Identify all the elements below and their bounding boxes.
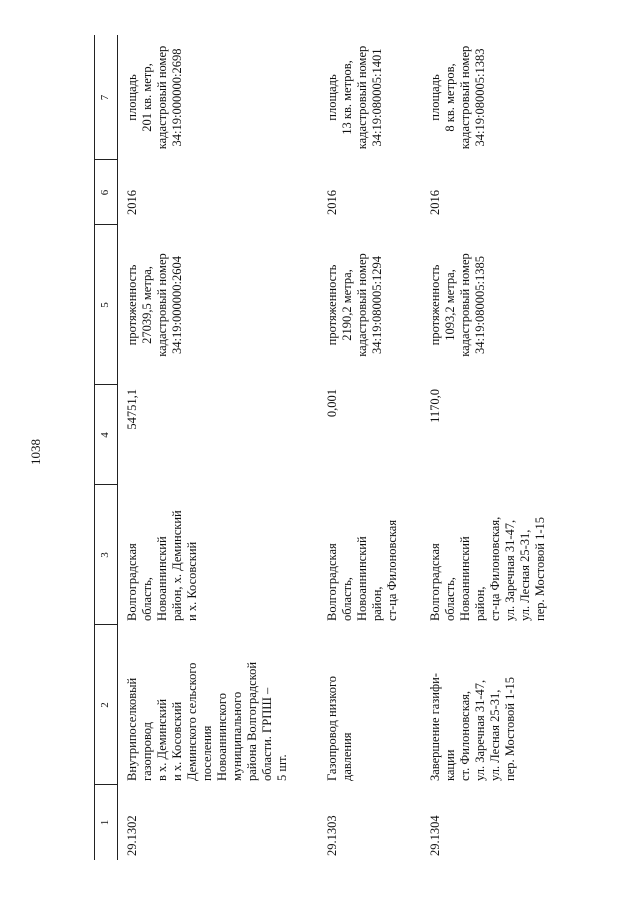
table-row-1-characteristics: протяженность 27039,5 метра, кадастровый номер 34:19:000000:2604 [125, 253, 184, 357]
table-row-3-name: Завершение газифи- кации ст. Филоновская, ул. Заречная 31-47, ул. Лесная 25-31, пер. Мостовой 1-15 [428, 673, 517, 781]
table-row-1-name: Внутрипоселковый газопровод в х. Деминский и х. Косовский Деминского сельского поселения Новоаннинского муниципального района Волгоградской области. ГРПШ – 5 шт. [125, 661, 289, 781]
property-table-container [94, 35, 590, 860]
header-col-5: 5 [99, 302, 111, 308]
table-row-3-land: площадь 8 кв. метров, кадастровый номер 34:19:080005:1383 [428, 45, 487, 150]
table-row-2-characteristics: протяженность 2190,2 метра, кадастровый номер 34:19:080005:1294 [325, 253, 384, 357]
table-row-2-value: 0,001 [325, 389, 339, 418]
table-row-2-id: 29.1303 [325, 815, 339, 856]
header-col-3: 3 [99, 552, 111, 558]
table-row-1-id: 29.1302 [125, 815, 139, 856]
property-table [94, 35, 590, 860]
table-row-2-address: Волгоградская область, Новоаннинский район, ст-ца Филоновская [325, 519, 399, 621]
table-row-1-address: Волгоградская область, Новоаннинский район, х. Деминский и х. Косовский [125, 510, 199, 621]
table-row-3-value: 1170,0 [428, 389, 442, 423]
header-col-7: 7 [99, 94, 111, 101]
header-col-4: 4 [99, 432, 111, 438]
page-number: 1038 [28, 439, 43, 465]
table-row-3-characteristics: протяженность 1093,2 метра, кадастровый номер 34:19:080005:1385 [428, 253, 487, 357]
table-row-2-land: площадь 13 кв. метров, кадастровый номер 34:19:080005:1401 [325, 45, 384, 150]
header-col-6: 6 [99, 189, 111, 196]
table-row-3-address: Волгоградская область, Новоаннинский район, ст-ца Филоновская, ул. Заречная 31-47, ул. Лесная 25-31, пер. Мостовой 1-15 [428, 516, 547, 621]
header-divider [117, 35, 118, 860]
table-row-1-year: 2016 [125, 190, 139, 215]
table-row-3-id: 29.1304 [428, 815, 442, 856]
table-row-2-year: 2016 [325, 190, 339, 215]
table-row-1-land: площадь 201 кв. метр, кадастровый номер 34:19:000000:2698 [125, 45, 184, 150]
table-row-3-year: 2016 [428, 190, 442, 215]
table-row-1-value: 54751,1 [125, 389, 139, 430]
header-col-2: 2 [99, 702, 111, 708]
header-col-1: 1 [99, 819, 111, 826]
table-row-2-name: Газопровод низкого давления [325, 675, 354, 781]
